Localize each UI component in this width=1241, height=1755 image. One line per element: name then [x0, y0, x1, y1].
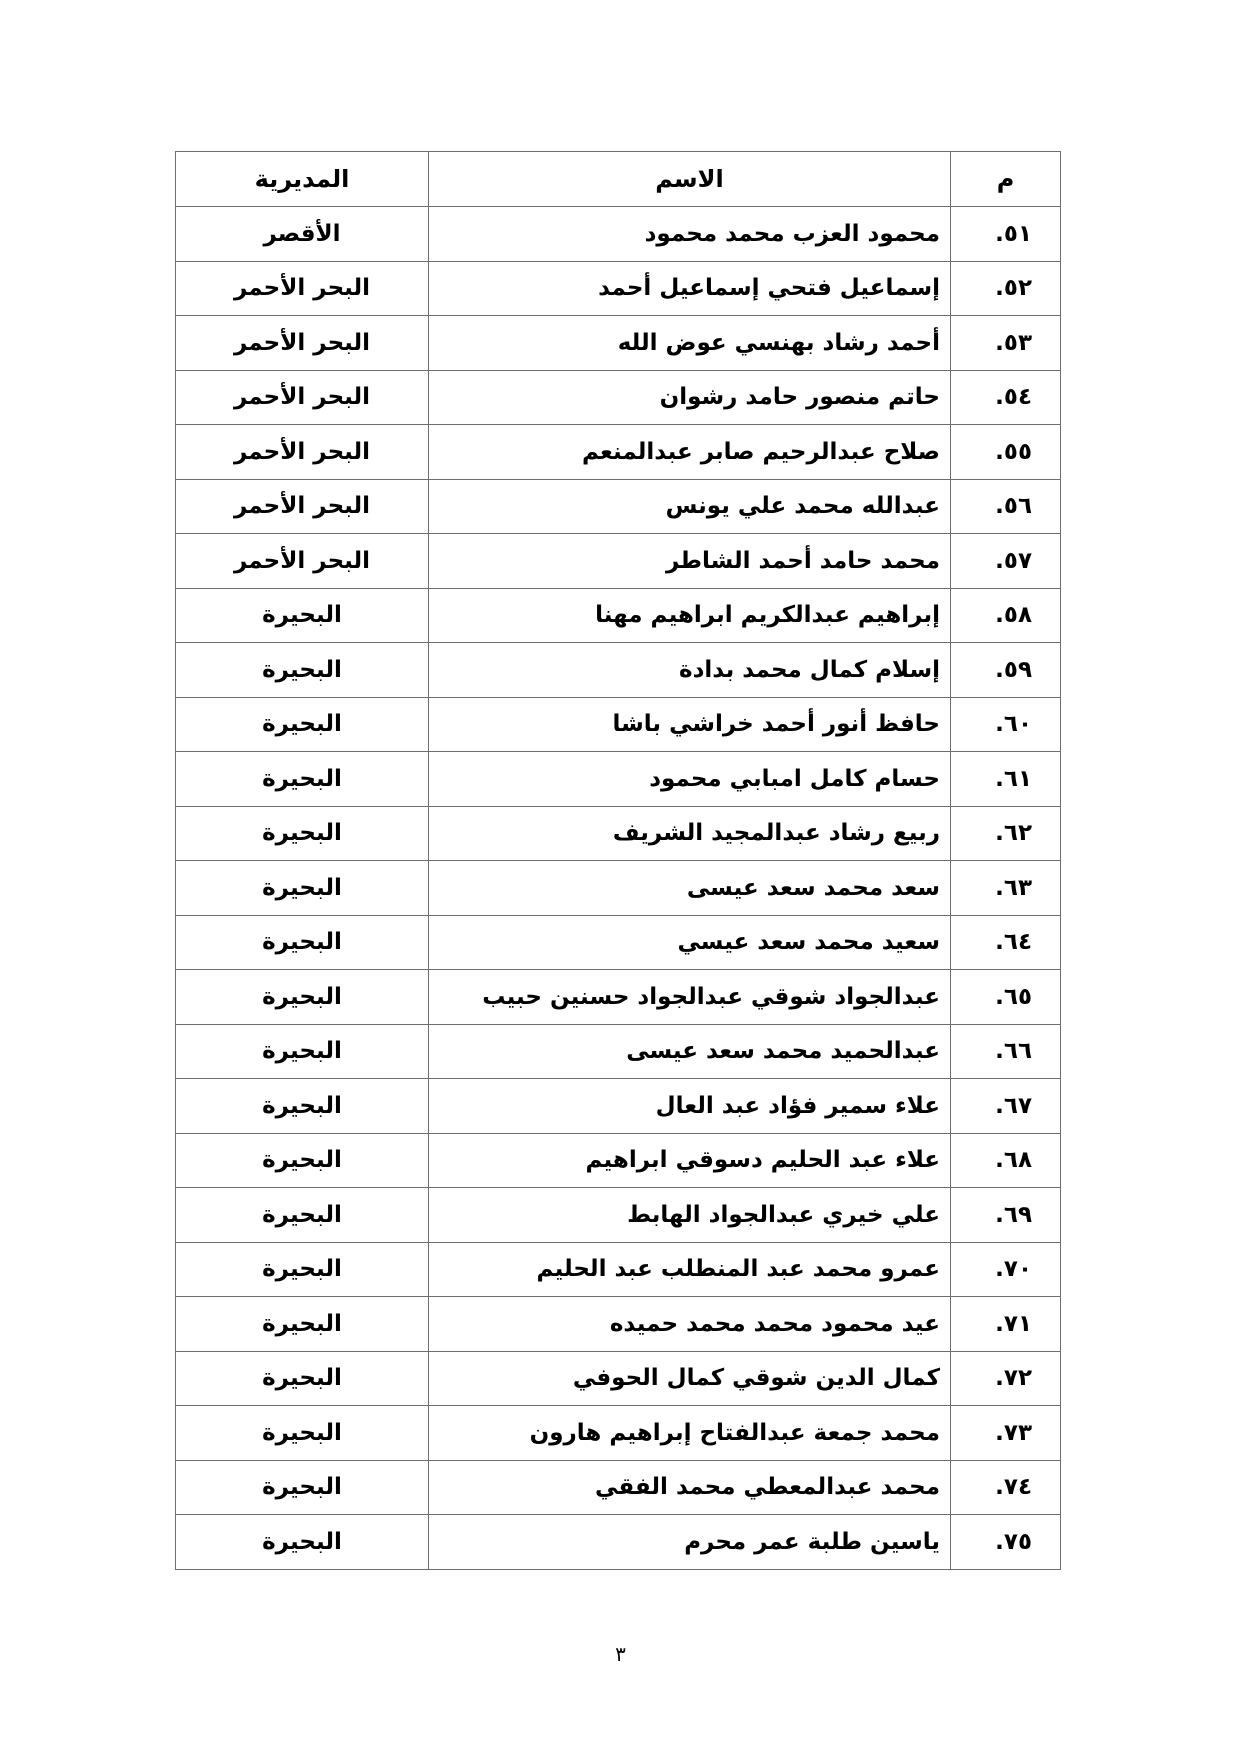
table-row	[176, 1079, 1061, 1134]
row-number: ٦٦.	[951, 1024, 1061, 1079]
row-number: ٧٢.	[951, 1351, 1061, 1406]
row-directorate: البحيرة	[176, 1079, 429, 1134]
header-name: الاسم	[429, 152, 951, 207]
row-number: ٦١.	[951, 752, 1061, 807]
row-directorate: البحيرة	[176, 588, 429, 643]
row-directorate: البحيرة	[176, 915, 429, 970]
row-name: سعيد محمد سعد عيسي	[429, 915, 951, 970]
row-number: ٥٦.	[951, 479, 1061, 534]
table-row	[176, 370, 1061, 425]
row-name: عبدالحميد محمد سعد عيسى	[429, 1024, 951, 1079]
row-directorate: البحيرة	[176, 697, 429, 752]
table-row	[176, 588, 1061, 643]
row-directorate: البحيرة	[176, 1188, 429, 1243]
row-directorate: البحر الأحمر	[176, 261, 429, 316]
row-number: ٧١.	[951, 1297, 1061, 1352]
row-directorate: البحر الأحمر	[176, 370, 429, 425]
row-number: ٧٥.	[951, 1515, 1061, 1570]
table-row	[176, 1188, 1061, 1243]
table-row	[176, 207, 1061, 262]
row-name: حاتم منصور حامد رشوان	[429, 370, 951, 425]
row-directorate: البحيرة	[176, 643, 429, 698]
row-name: إبراهيم عبدالكريم ابراهيم مهنا	[429, 588, 951, 643]
table-row	[176, 970, 1061, 1025]
row-number: ٥٥.	[951, 425, 1061, 480]
row-name: عيد محمود محمد محمد حميده	[429, 1297, 951, 1352]
row-number: ٧٣.	[951, 1406, 1061, 1461]
row-name: حسام كامل امبابي محمود	[429, 752, 951, 807]
row-directorate: البحيرة	[176, 1133, 429, 1188]
page-number: ٣	[615, 1642, 626, 1666]
row-name: إسماعيل فتحي إسماعيل أحمد	[429, 261, 951, 316]
table-row	[176, 316, 1061, 371]
row-number: ٦٥.	[951, 970, 1061, 1025]
row-directorate: الأقصر	[176, 207, 429, 262]
row-directorate: البحيرة	[176, 1024, 429, 1079]
table-row	[176, 697, 1061, 752]
row-number: ٦٤.	[951, 915, 1061, 970]
row-name: علاء عبد الحليم دسوقي ابراهيم	[429, 1133, 951, 1188]
table-row	[176, 479, 1061, 534]
table-row	[176, 915, 1061, 970]
row-directorate: البحيرة	[176, 1406, 429, 1461]
row-name: محمد حامد أحمد الشاطر	[429, 534, 951, 589]
table-row	[176, 806, 1061, 861]
row-name: عبدالجواد شوقي عبدالجواد حسنين حبيب	[429, 970, 951, 1025]
row-name: محمد جمعة عبدالفتاح إبراهيم هارون	[429, 1406, 951, 1461]
table-row	[176, 1024, 1061, 1079]
table-row	[176, 752, 1061, 807]
row-number: ٥٩.	[951, 643, 1061, 698]
row-name: محمد عبدالمعطي محمد الفقي	[429, 1460, 951, 1515]
row-number: ٦٩.	[951, 1188, 1061, 1243]
table-row	[176, 643, 1061, 698]
row-name: ياسين طلبة عمر محرم	[429, 1515, 951, 1570]
row-number: ٦٢.	[951, 806, 1061, 861]
roster-table	[175, 151, 1061, 1570]
table-row	[176, 861, 1061, 916]
row-directorate: البحيرة	[176, 1515, 429, 1570]
row-number: ٧٤.	[951, 1460, 1061, 1515]
row-number: ٦٧.	[951, 1079, 1061, 1134]
row-number: ٥٣.	[951, 316, 1061, 371]
row-name: علاء سمير فؤاد عبد العال	[429, 1079, 951, 1134]
row-name: محمود العزب محمد محمود	[429, 207, 951, 262]
row-directorate: البحيرة	[176, 1460, 429, 1515]
row-directorate: البحر الأحمر	[176, 425, 429, 480]
row-name: ربيع رشاد عبدالمجيد الشريف	[429, 806, 951, 861]
table-row	[176, 1406, 1061, 1461]
row-directorate: البحيرة	[176, 806, 429, 861]
row-number: ٦٣.	[951, 861, 1061, 916]
table-row	[176, 534, 1061, 589]
row-number: ٥٨.	[951, 588, 1061, 643]
row-name: علي خيري عبدالجواد الهابط	[429, 1188, 951, 1243]
table-row	[176, 1515, 1061, 1570]
row-name: عمرو محمد عبد المنطلب عبد الحليم	[429, 1242, 951, 1297]
table-row	[176, 1351, 1061, 1406]
row-name: أحمد رشاد بهنسي عوض الله	[429, 316, 951, 371]
table-row	[176, 1133, 1061, 1188]
row-number: ٦٠.	[951, 697, 1061, 752]
row-number: ٥٢.	[951, 261, 1061, 316]
row-number: ٧٠.	[951, 1242, 1061, 1297]
row-number: ٥٧.	[951, 534, 1061, 589]
row-directorate: البحر الأحمر	[176, 479, 429, 534]
row-directorate: البحيرة	[176, 861, 429, 916]
row-directorate: البحر الأحمر	[176, 534, 429, 589]
row-name: حافظ أنور أحمد خراشي باشا	[429, 697, 951, 752]
row-directorate: البحيرة	[176, 1351, 429, 1406]
header-directorate: المديرية	[176, 152, 429, 207]
row-name: صلاح عبدالرحيم صابر عبدالمنعم	[429, 425, 951, 480]
header-number: م	[951, 152, 1061, 207]
row-name: كمال الدين شوقي كمال الحوفي	[429, 1351, 951, 1406]
row-name: إسلام كمال محمد بدادة	[429, 643, 951, 698]
table-body	[176, 207, 1061, 1570]
row-number: ٦٨.	[951, 1133, 1061, 1188]
table-row	[176, 1242, 1061, 1297]
row-name: سعد محمد سعد عيسى	[429, 861, 951, 916]
table-header-row	[176, 152, 1061, 207]
row-directorate: البحيرة	[176, 752, 429, 807]
row-directorate: البحر الأحمر	[176, 316, 429, 371]
table-row	[176, 425, 1061, 480]
row-number: ٥١.	[951, 207, 1061, 262]
row-directorate: البحيرة	[176, 970, 429, 1025]
row-directorate: البحيرة	[176, 1242, 429, 1297]
row-name: عبدالله محمد علي يونس	[429, 479, 951, 534]
table-row	[176, 1297, 1061, 1352]
table-row	[176, 261, 1061, 316]
row-number: ٥٤.	[951, 370, 1061, 425]
table-row	[176, 1460, 1061, 1515]
row-directorate: البحيرة	[176, 1297, 429, 1352]
